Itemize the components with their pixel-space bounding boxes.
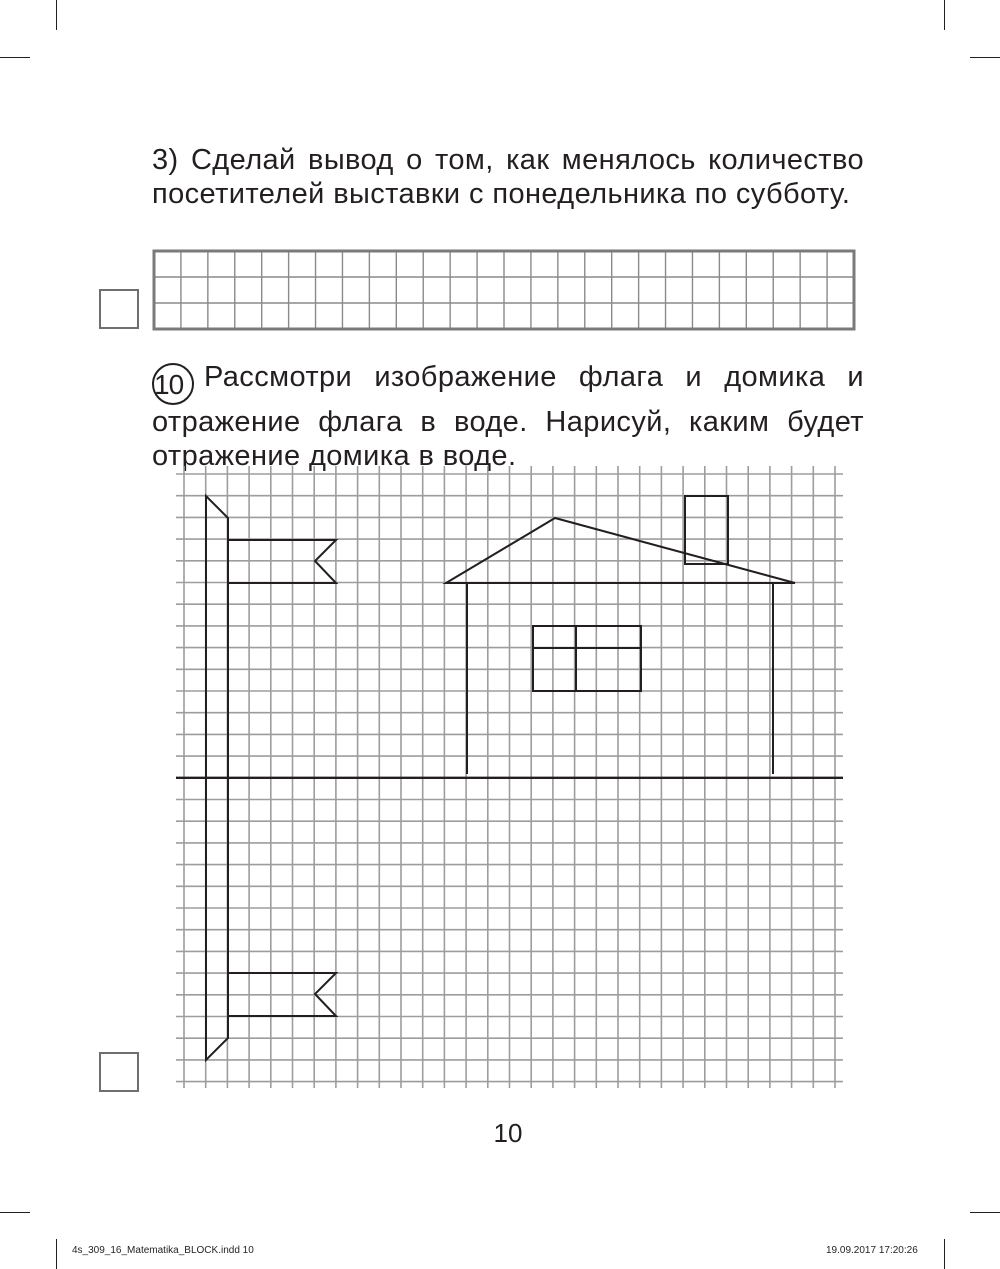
answer-grid[interactable] <box>152 249 856 331</box>
footer-file-name: 4s_309_16_Matematika_BLOCK.indd 10 <box>72 1245 254 1256</box>
crop-mark-top-right <box>944 0 945 30</box>
crop-mark-left-top <box>0 57 30 58</box>
crop-mark-right-bottom <box>970 1212 1000 1213</box>
crop-mark-top-left <box>56 0 57 30</box>
crop-mark-bottom-left <box>56 1239 57 1269</box>
house-window <box>533 626 641 691</box>
score-box-task-3[interactable] <box>99 289 139 329</box>
score-box-task-10[interactable] <box>99 1052 139 1092</box>
task-3-question: 3) Сделай вывод о том, как менялось количество посетителей выставки с понедельника по субботу. <box>152 144 864 210</box>
house-roof <box>446 518 795 583</box>
flag-pole <box>206 496 228 774</box>
page-number: 10 <box>493 1118 523 1148</box>
footer-date: 19.09.2017 17:20:26 <box>826 1245 918 1256</box>
task-10-text <box>152 360 864 473</box>
task-number-badge: 10 <box>152 363 194 405</box>
crop-mark-bottom-right <box>944 1239 945 1269</box>
crop-mark-right-top <box>970 57 1000 58</box>
house-chimney <box>685 496 728 564</box>
crop-mark-left-bottom <box>0 1212 30 1213</box>
task-10-question: Рассмотри изображение флага и домика и отражение флага в воде. Нарисуй, каким будет отражение домика в воде. <box>152 361 864 472</box>
drawing-grid[interactable] <box>176 466 844 1088</box>
task-3-text <box>152 143 864 211</box>
